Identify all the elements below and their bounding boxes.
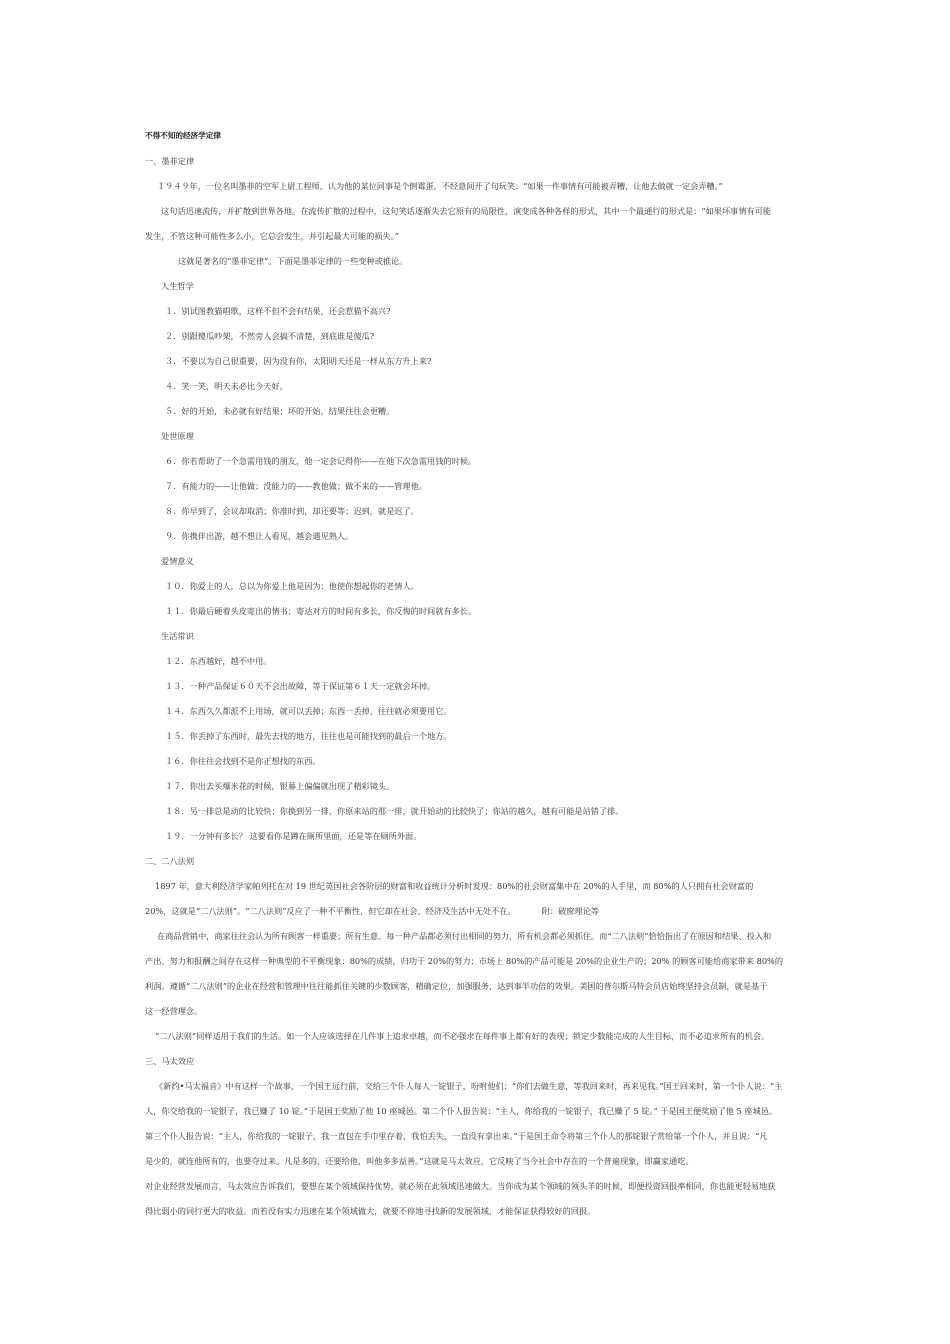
list-item: １７．你出去买爆米花的时候，银幕上偏偏就出现了精彩镜头。	[165, 781, 395, 791]
paragraph-line: “二八法则”同样适用于我们的生活。如一个人应该选择在几件事上追求卓越，而不必强求在每件事上都有好的表现；锁定少数能完成的人生目标，而不必追求所有的机会。	[155, 1031, 770, 1041]
appendix-note: 附：破窗理论等	[541, 906, 599, 916]
paragraph-line: 是少的，就连他所有的，也要夺过来。凡是多的，还要给他，叫他多多益善。”这就是马太效应，它反映了当今社会中存在的一个普遍现象，即赢家通吃。	[145, 1156, 694, 1166]
doc-title: 不得不知的经济学定律	[145, 131, 221, 140]
list-item: ５．好的开始，未必就有好结果；坏的开始，结果往往会更糟。	[165, 406, 395, 416]
paragraph-line: 这就是著名的“墨菲定律”。下面是墨菲定律的一些变种或推论。	[178, 256, 408, 266]
section-heading-pareto: 二、二八法则	[145, 856, 195, 866]
list-item: ７．有能力的——让他做；没能力的——教他做；做不来的——管理他。	[165, 481, 428, 491]
list-item: １２．东西越好，越不中用。	[165, 656, 272, 666]
list-item: １４．东西久久都派不上用场，就可以丢掉；东西一丢掉，往往就必须要用它。	[165, 706, 452, 716]
section-heading-murphy: 一、墨菲定律	[145, 156, 195, 166]
paragraph-line: 在商品营销中，商家往往会认为所有顾客一样重要；所有生意、每一种产品都必须付出相同的努力，所有机会都必须抓住。而“二八法则”恰恰指出了在原因和结果、投入和	[157, 931, 772, 941]
paragraph-line: 1897 年，意大利经济学家帕列托在对 19 世纪英国社会各阶层的财富和收益统计分析时发现：80%的社会财富集中在 20%的人手里，而 80%的人只拥有社会财富的	[155, 881, 754, 891]
paragraph-line: 产出、努力和报酬之间存在这样一种典型的不平衡现象：80%的成绩，归功于 20%的努力；市场上 80%的产品可能是 20%的企业生产的；20% 的顾客可能给商家带来 80%的	[145, 956, 784, 966]
list-item: １９．一分钟有多长？ 这要看你是蹲在厕所里面，还是等在厕所外面。	[165, 831, 422, 841]
group-heading-life: 人生哲学	[161, 281, 194, 291]
list-item: １３．一种产品保证６０天不会出故障，等于保证第６１天一定就会坏掉。	[165, 681, 436, 691]
section-heading-matthew: 三、马太效应	[145, 1056, 195, 1066]
paragraph-line: 这一经营理念。	[145, 1006, 203, 1016]
list-item: １０．你爱上的人，总以为你爱上他是因为：他使你想起你的老情人。	[165, 581, 419, 591]
paragraph-line	[145, 905, 599, 917]
list-item: ３．不要以为自己很重要，因为没有你，太阳明天还是一样从东方升上来?	[165, 356, 432, 366]
list-item: １６．你往往会找到不是你正想找的东西。	[165, 756, 321, 766]
group-heading-love: 爱情意义	[161, 556, 194, 566]
paragraph-text: 20%，这就是“二八法则”。“二八法则”反应了一种不平衡性，但它却在社会、经济及生活中无处不在。	[145, 906, 516, 916]
paragraph-line: 人，你交给我的一锭银子，我已赚了 10 锭。”于是国王奖励了他 10 座城邑。第二个仆人报告说：“主人，你给我的一锭银子，我已赚了 5 锭。” 于是国王便奖励了他 5 座城邑。	[145, 1106, 778, 1116]
paragraph-line: 利润。遵循“二八法则”的企业在经营和管理中往往能抓住关键的少数顾客，精确定位，加强服务，达到事半功倍的效果。美国的普尔斯马特会员店始终坚持会员制，就是基于	[145, 981, 768, 991]
list-item: ８．你早到了，会议却取消；你准时到，却还要等；迟到，就是迟了。	[165, 506, 419, 516]
paragraph-line: 发生，不管这种可能性多么小，它总会发生，并引起最大可能的损失。”	[145, 231, 399, 241]
list-item: １１．你最后硬着头皮寄出的情书；寄达对方的时间有多长，你反悔的时间就有多长。	[165, 606, 477, 616]
paragraph-line: 对企业经营发展而言，马太效应告诉我们，要想在某个领域保持优势，就必须在此领域迅速做大。当你成为某个领域的领头羊的时候，即便投资回报率相同，你也能更轻易地获	[145, 1181, 776, 1191]
paragraph-line: 第三个仆人报告说：“主人，你给我的一锭银子，我一直包在手巾里存着，我怕丢失，一直没有拿出来。”于是国王命令将第三个仆人的那锭银子赏给第一个仆人，并且说：“凡	[145, 1131, 768, 1141]
list-item: １８．另一排总是动的比较快；你换到另一排，你原来站的那一排，就开始动的比较快了；你站的越久，越有可能是站错了排。	[165, 806, 624, 816]
paragraph-line: 《新约•马太福音》中有这样一个故事，一个国王远行前，交给三个仆人每人一锭银子，吩咐他们：“你们去做生意，等我回来时，再来见我。”国王回来时，第一个仆人说：“主	[155, 1081, 783, 1091]
list-item: １．别试图教猫唱歌，这样不但不会有结果，还会惹猫不高兴?	[165, 306, 391, 316]
list-item: １５．你丢掉了东西时，最先去找的地方，往往也是可能找到的最后一个地方。	[165, 731, 452, 741]
list-item: ６．你若帮助了一个急需用钱的朋友，他一定会记得你——在他下次急需用钱的时候。	[165, 456, 477, 466]
group-heading-world: 处世原理	[161, 431, 194, 441]
group-heading-common-sense: 生活常识	[161, 631, 194, 641]
paragraph-line: １９４９年，一位名叫墨菲的空军上尉工程师，认为他的某位同事是个倒霉蛋，不经意间开了句玩笑：“如果一件事情有可能被弄糟，让他去做就一定会弄糟。”	[157, 181, 723, 191]
paragraph-line: 这句话迅速流传，并扩散到世界各地。在流传扩散的过程中，这句笑话逐渐失去它原有的局限性，演变成各种各样的形式，其中一个最通行的形式是：“如果坏事情有可能	[161, 206, 772, 216]
paragraph-line: 得比弱小的同行更大的收益。而若没有实力迅速在某个领域做大，就要不停地寻找新的发展领域，才能保证获得较好的回报。	[145, 1206, 596, 1216]
list-item: ９．你携伴出游，越不想让人看见，越会遇见熟人。	[165, 531, 354, 541]
list-item: ４．笑一笑，明天未必比今天好。	[165, 381, 288, 391]
list-item: ２．别跟傻瓜吵架，不然旁人会搞不清楚，到底谁是傻瓜?	[165, 331, 375, 341]
